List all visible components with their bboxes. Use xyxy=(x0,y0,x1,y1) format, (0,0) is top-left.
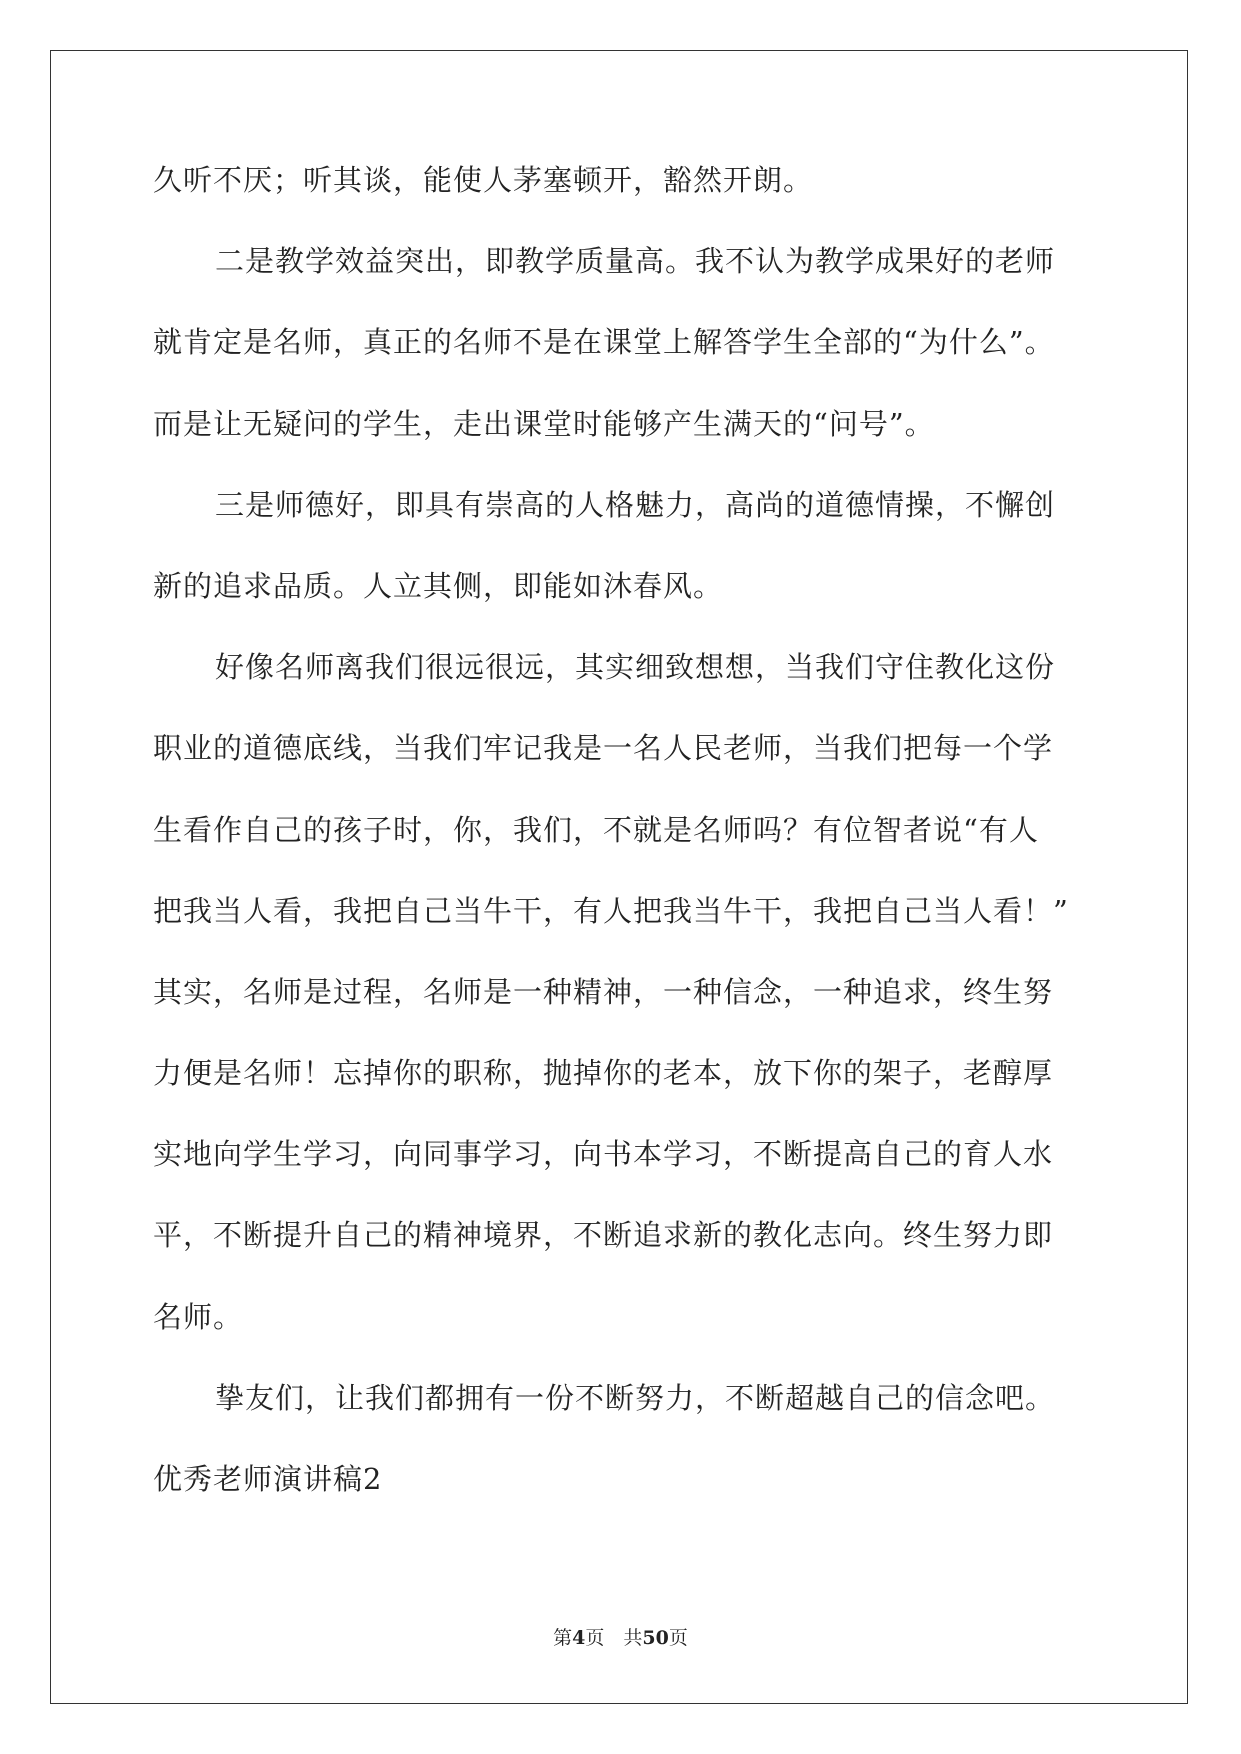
text-line: 久听不厌；听其谈，能使人茅塞顿开，豁然开朗。 xyxy=(153,163,814,197)
text-line: 挚友们，让我们都拥有一份不断努力，不断超越自己的信念吧。 xyxy=(215,1380,1056,1415)
text-line: 实地向学生学习，向同事学习，向书本学习，不断提高自己的育人水 xyxy=(153,1137,1054,1172)
text-line: 力便是名师！忘掉你的职称，抛掉你的老本，放下你的架子，老醇厚 xyxy=(153,1056,1054,1091)
total-page-number: 50 xyxy=(642,1627,669,1649)
footer-middle: 页 共 xyxy=(585,1627,643,1649)
text-line: 把我当人看，我把自己当牛干，有人把我当牛干，我把自己当人看！” xyxy=(153,893,1069,928)
footer-prefix: 第 xyxy=(553,1627,573,1649)
text-line: 新的追求品质。人立其侧，即能如沐春风。 xyxy=(153,568,724,603)
document-body xyxy=(153,160,1098,1540)
current-page-number: 4 xyxy=(572,1627,586,1649)
section-heading: 优秀老师演讲稿2 xyxy=(153,1462,383,1496)
footer-suffix: 页 xyxy=(668,1627,688,1649)
text-line: 三是师德好，即具有崇高的人格魅力，高尚的道德情操，不懈创 xyxy=(215,487,1056,522)
text-line: 就肯定是名师，真正的名师不是在课堂上解答学生全部的“为什么”。 xyxy=(153,325,1055,360)
text-line: 其实，名师是过程，名师是一种精神，一种信念，一种追求，终生努 xyxy=(153,974,1054,1009)
text-line: 好像名师离我们很远很远，其实细致想想，当我们守住教化这份 xyxy=(215,650,1056,685)
text-line: 二是教学效益突出，即教学质量高。我不认为教学成果好的老师 xyxy=(215,244,1056,279)
text-line: 平，不断提升自己的精神境界，不断追求新的教化志向。终生努力即 xyxy=(153,1218,1054,1253)
text-line: 生看作自己的孩子时，你，我们，不就是名师吗？有位智者说“有人 xyxy=(153,812,1039,847)
text-line: 职业的道德底线，当我们牢记我是一名人民老师，当我们把每一个学 xyxy=(153,731,1054,766)
page-footer xyxy=(0,1626,1241,1650)
text-line: 名师。 xyxy=(153,1299,244,1334)
text-line: 而是让无疑问的学生，走出课堂时能够产生满天的“问号”。 xyxy=(153,406,935,441)
